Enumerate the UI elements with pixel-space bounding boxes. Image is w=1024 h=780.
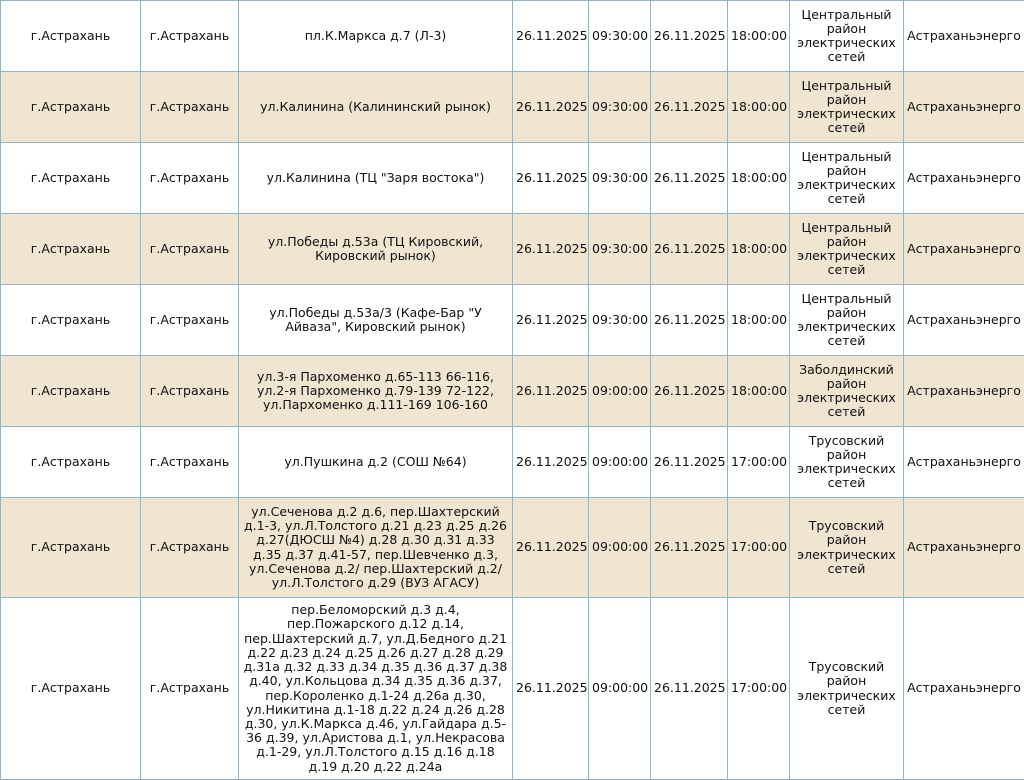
start-date-cell: 26.11.2025	[513, 285, 589, 356]
address-cell: ул.Пушкина д.2 (СОШ №64)	[239, 427, 513, 498]
address-cell: ул.Калинина (ТЦ "Заря востока")	[239, 143, 513, 214]
district-cell: Центральный район электрических сетей	[790, 72, 904, 143]
address-cell: пл.К.Маркса д.7 (Л-3)	[239, 1, 513, 72]
end-time-cell: 17:00:00	[728, 498, 790, 598]
table-row	[1, 598, 1024, 780]
start-date-cell: 26.11.2025	[513, 1, 589, 72]
end-date-cell: 26.11.2025	[651, 214, 728, 285]
company-cell: Астраханьэнерго	[904, 498, 1024, 598]
table-row	[1, 214, 1024, 285]
start-date-cell: 26.11.2025	[513, 598, 589, 780]
end-time-cell: 17:00:00	[728, 598, 790, 780]
end-date-cell: 26.11.2025	[651, 598, 728, 780]
end-time-cell: 18:00:00	[728, 285, 790, 356]
end-time-cell: 17:00:00	[728, 427, 790, 498]
settlement-cell: г.Астрахань	[1, 285, 141, 356]
locality-cell: г.Астрахань	[141, 598, 239, 780]
end-date-cell: 26.11.2025	[651, 285, 728, 356]
locality-cell: г.Астрахань	[141, 356, 239, 427]
start-time-cell: 09:30:00	[589, 285, 651, 356]
start-time-cell: 09:00:00	[589, 498, 651, 598]
start-time-cell: 09:30:00	[589, 143, 651, 214]
company-cell: Астраханьэнерго	[904, 143, 1024, 214]
address-cell: ул.Победы д.53а (ТЦ Кировский, Кировский рынок)	[239, 214, 513, 285]
settlement-cell: г.Астрахань	[1, 356, 141, 427]
address-cell: ул.Сеченова д.2 д.6, пер.Шахтерский д.1-3, ул.Л.Толстого д.21 д.23 д.25 д.26 д.27(ДЮСШ №4) д.28 д.30 д.31 д.33 д.35 д.37 д.41-57, пер.Шевченко д.3, ул.Сеченова д.2/ пер.Шахтерский д.2/ ул.Л.Толстого д.29 (ВУЗ АГАСУ)	[239, 498, 513, 598]
settlement-cell: г.Астрахань	[1, 427, 141, 498]
start-date-cell: 26.11.2025	[513, 214, 589, 285]
end-time-cell: 18:00:00	[728, 356, 790, 427]
start-time-cell: 09:30:00	[589, 1, 651, 72]
company-cell: Астраханьэнерго	[904, 356, 1024, 427]
district-cell: Заболдинский район электрических сетей	[790, 356, 904, 427]
company-cell: Астраханьэнерго	[904, 1, 1024, 72]
locality-cell: г.Астрахань	[141, 427, 239, 498]
settlement-cell: г.Астрахань	[1, 1, 141, 72]
end-time-cell: 18:00:00	[728, 214, 790, 285]
address-cell: пер.Беломорский д.3 д.4, пер.Пожарского д.12 д.14, пер.Шахтерский д.7, ул.Д.Бедного д.21 д.22 д.23 д.24 д.25 д.26 д.27 д.28 д.29 д.31а д.32 д.33 д.34 д.35 д.36 д.37 д.38 д.40, ул.Кольцова д.34 д.35 д.36 д.37, пер.Короленко д.1-24 д.26а д.30, ул.Никитина д.1-18 д.22 д.24 д.26 д.28 д.30, ул.К.Маркса д.46, ул.Гайдара д.5-36 д.39, ул.Аристова д.1, ул.Некрасова д.1-29, ул.Л.Толстого д.15 д.16 д.18 д.19 д.20 д.22 д.24а	[239, 598, 513, 780]
end-time-cell: 18:00:00	[728, 143, 790, 214]
table-row	[1, 356, 1024, 427]
settlement-cell: г.Астрахань	[1, 214, 141, 285]
locality-cell: г.Астрахань	[141, 1, 239, 72]
district-cell: Трусовский район электрических сетей	[790, 427, 904, 498]
company-cell: Астраханьэнерго	[904, 214, 1024, 285]
end-time-cell: 18:00:00	[728, 72, 790, 143]
locality-cell: г.Астрахань	[141, 498, 239, 598]
end-date-cell: 26.11.2025	[651, 498, 728, 598]
table-row	[1, 1, 1024, 72]
table-row	[1, 427, 1024, 498]
address-cell: ул.Калинина (Калининский рынок)	[239, 72, 513, 143]
start-date-cell: 26.11.2025	[513, 143, 589, 214]
company-cell: Астраханьэнерго	[904, 72, 1024, 143]
locality-cell: г.Астрахань	[141, 214, 239, 285]
district-cell: Трусовский район электрических сетей	[790, 498, 904, 598]
district-cell: Центральный район электрических сетей	[790, 143, 904, 214]
end-date-cell: 26.11.2025	[651, 427, 728, 498]
start-date-cell: 26.11.2025	[513, 356, 589, 427]
end-date-cell: 26.11.2025	[651, 356, 728, 427]
settlement-cell: г.Астрахань	[1, 498, 141, 598]
end-date-cell: 26.11.2025	[651, 1, 728, 72]
company-cell: Астраханьэнерго	[904, 598, 1024, 780]
district-cell: Центральный район электрических сетей	[790, 214, 904, 285]
district-cell: Центральный район электрических сетей	[790, 285, 904, 356]
table-row	[1, 143, 1024, 214]
start-time-cell: 09:30:00	[589, 72, 651, 143]
table-row	[1, 498, 1024, 598]
company-cell: Астраханьэнерго	[904, 285, 1024, 356]
start-time-cell: 09:30:00	[589, 214, 651, 285]
locality-cell: г.Астрахань	[141, 143, 239, 214]
table-row	[1, 72, 1024, 143]
start-date-cell: 26.11.2025	[513, 427, 589, 498]
start-time-cell: 09:00:00	[589, 356, 651, 427]
end-time-cell: 18:00:00	[728, 1, 790, 72]
district-cell: Трусовский район электрических сетей	[790, 598, 904, 780]
start-time-cell: 09:00:00	[589, 598, 651, 780]
locality-cell: г.Астрахань	[141, 72, 239, 143]
district-cell: Центральный район электрических сетей	[790, 1, 904, 72]
locality-cell: г.Астрахань	[141, 285, 239, 356]
settlement-cell: г.Астрахань	[1, 598, 141, 780]
table-row	[1, 285, 1024, 356]
address-cell: ул.3-я Пархоменко д.65-113 66-116, ул.2-я Пархоменко д.79-139 72-122, ул.Пархоменко д.111-169 106-160	[239, 356, 513, 427]
start-date-cell: 26.11.2025	[513, 72, 589, 143]
start-date-cell: 26.11.2025	[513, 498, 589, 598]
end-date-cell: 26.11.2025	[651, 72, 728, 143]
company-cell: Астраханьэнерго	[904, 427, 1024, 498]
settlement-cell: г.Астрахань	[1, 72, 141, 143]
start-time-cell: 09:00:00	[589, 427, 651, 498]
end-date-cell: 26.11.2025	[651, 143, 728, 214]
address-cell: ул.Победы д.53а/3 (Кафе-Бар "У Айваза", Кировский рынок)	[239, 285, 513, 356]
settlement-cell: г.Астрахань	[1, 143, 141, 214]
